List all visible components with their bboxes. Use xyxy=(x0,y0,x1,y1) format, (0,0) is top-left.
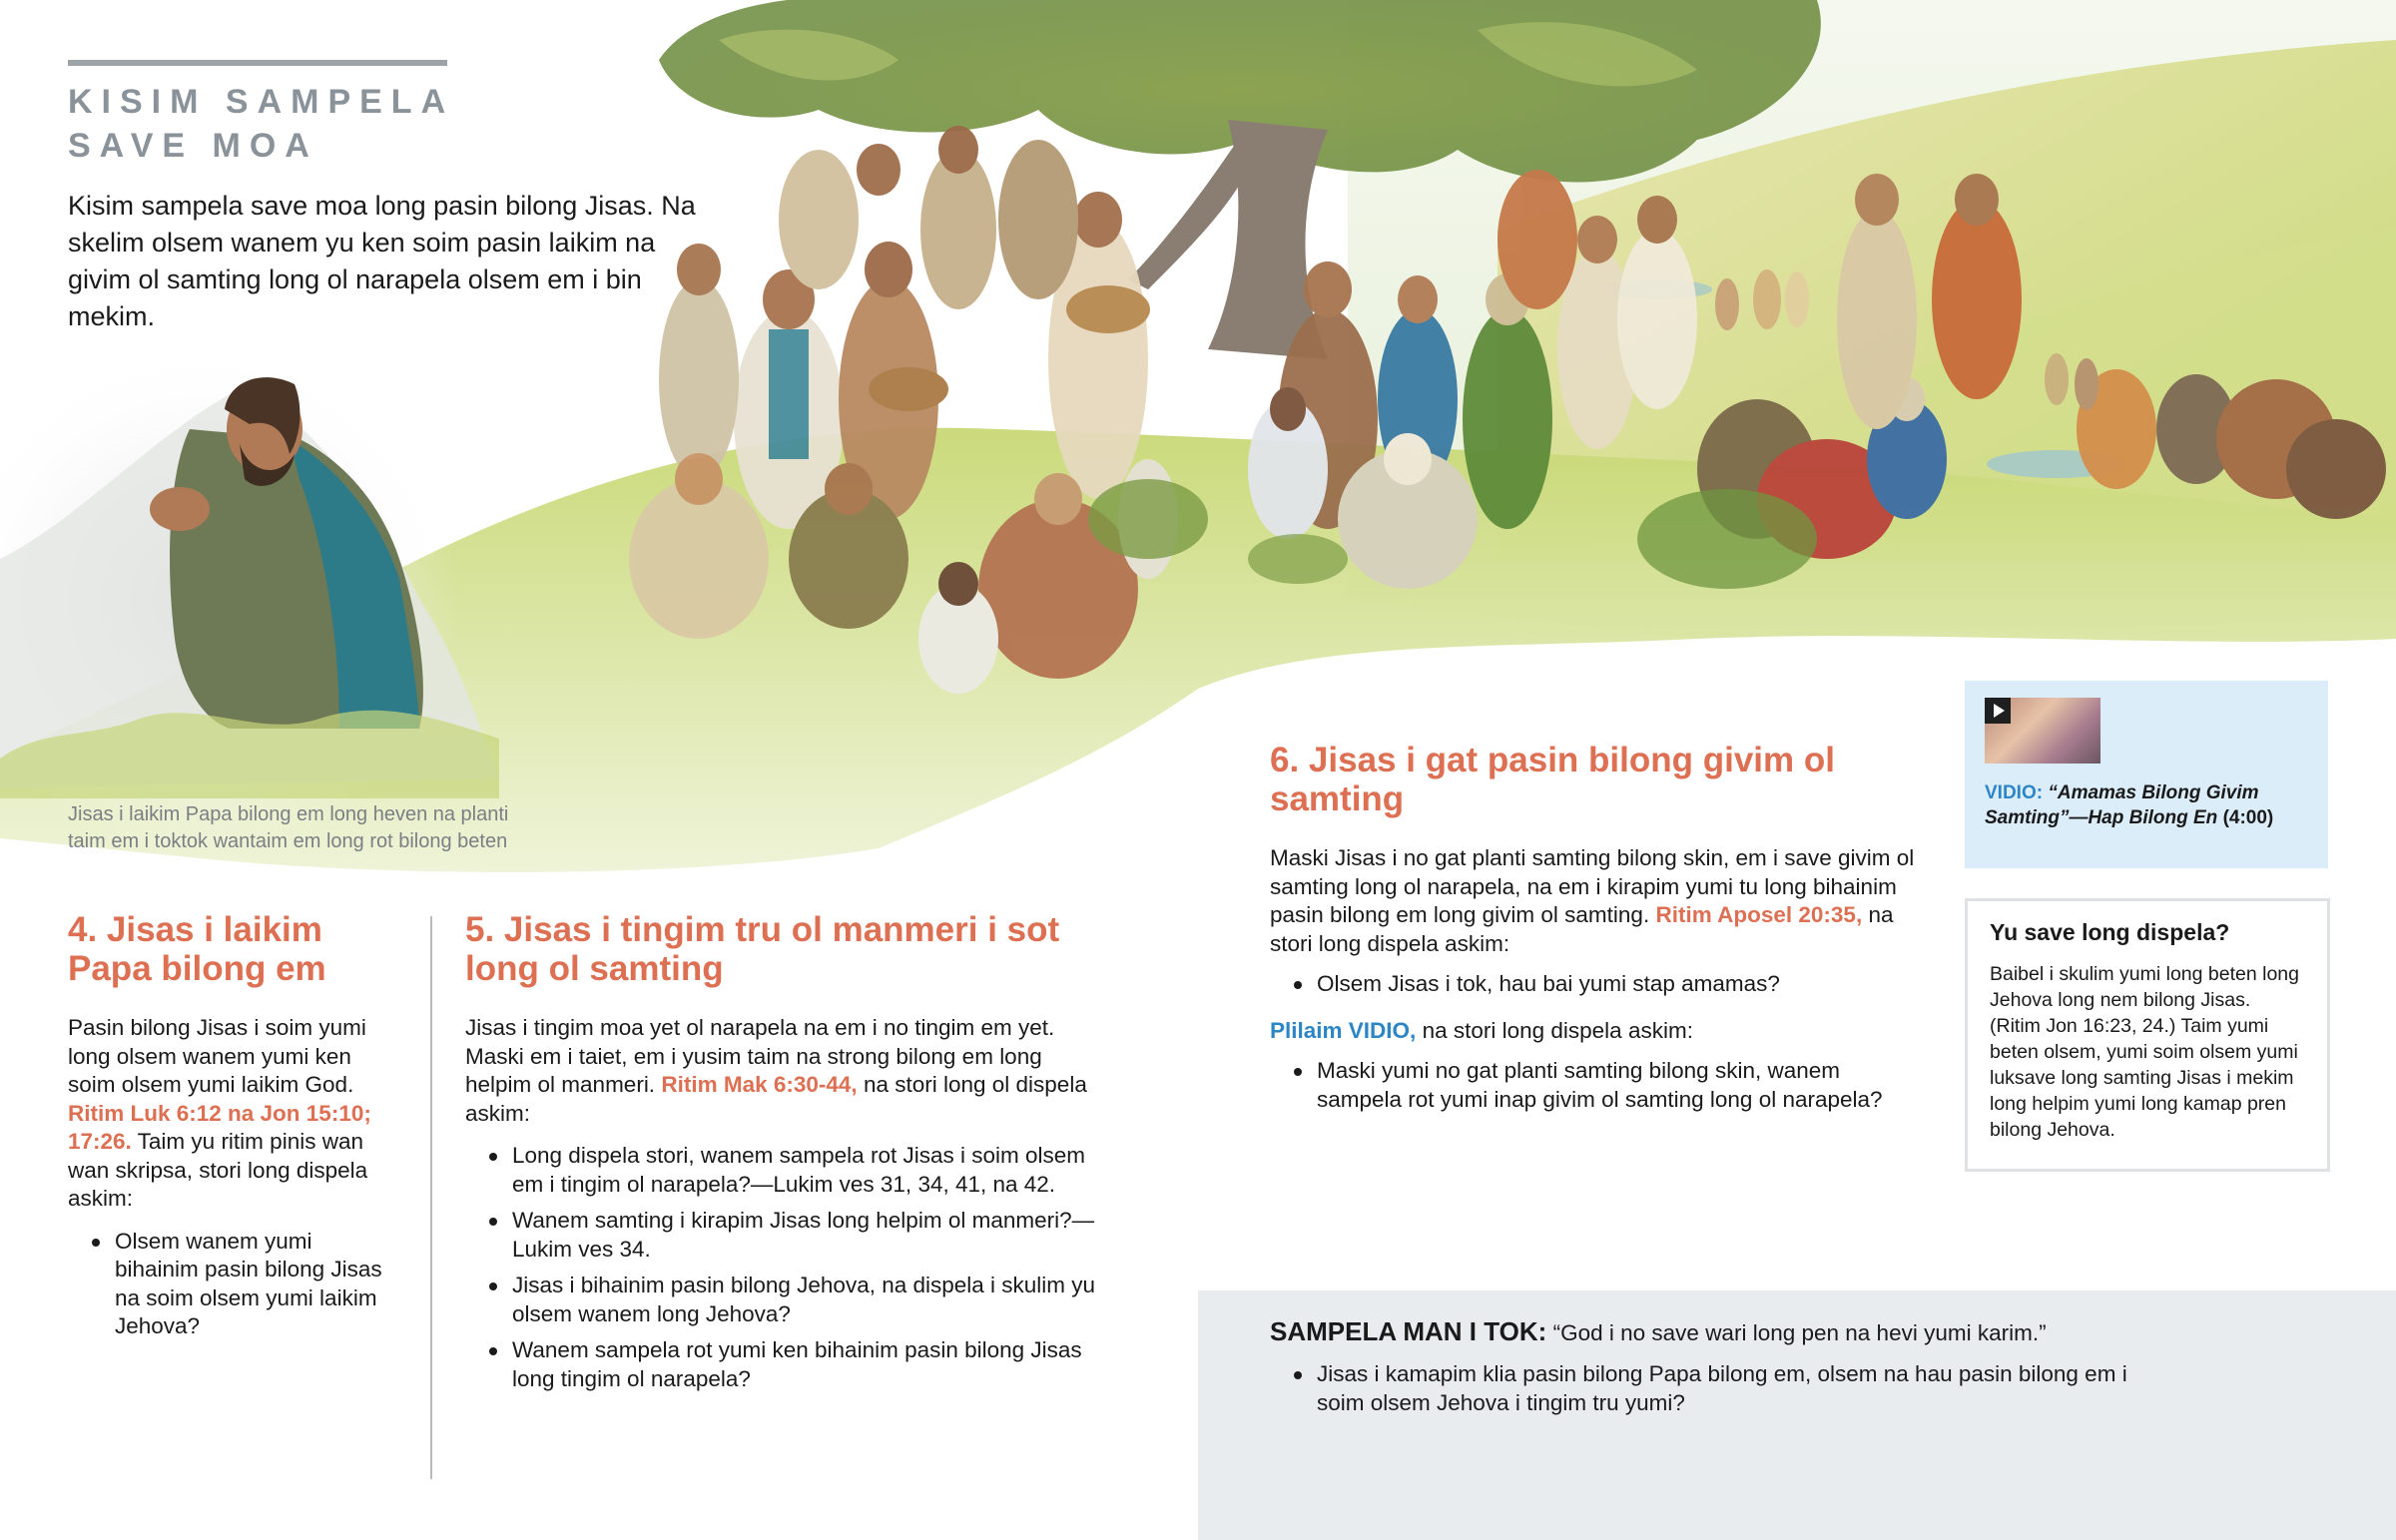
header-rule xyxy=(68,60,447,66)
section-title-line2: SAVE MOA xyxy=(68,127,318,165)
question-item: Wanem sampela rot yumi ken bihainim pasin bilong Jisas long tingim ol narapela? xyxy=(465,1336,1114,1393)
video-label: VIDIO: xyxy=(1985,782,2044,803)
section-4-text-after: Taim yu ritim pinis wan wan skripsa, stori long dispela askim: xyxy=(68,1129,368,1211)
did-you-know-title: Yu save long dispela? xyxy=(1990,919,2230,945)
section-5-text: Jisas i tingim moa yet ol narapela na em i no tingim em yet. Maski em i taiet, em i yusim taim na strong bilong em long helpim ol manmeri. xyxy=(465,1015,1055,1097)
some-say-quote: “God i no save wari long pen na hevi yumi karim.” xyxy=(1552,1320,2047,1345)
caption-line1: Jisas i laikim Papa bilong em long heven na planti xyxy=(68,803,509,825)
section-5-heading: 5. Jisas i tingim tru ol manmeri i sot long ol samting xyxy=(465,910,1060,988)
caption-line2: taim em i toktok wantaim em long rot bilong beten xyxy=(68,830,508,852)
section-4-scripture-link[interactable]: Ritim Luk 6:12 na Jon 15:10; 17:26. xyxy=(68,1100,371,1154)
section-title xyxy=(68,80,487,168)
section-5 xyxy=(465,910,1114,1401)
did-you-know-box xyxy=(1965,898,2330,1172)
section-6-video-prompt xyxy=(1270,1017,1929,1046)
section-4-questions xyxy=(68,1228,397,1341)
column-divider xyxy=(430,916,432,1479)
some-say-questions xyxy=(1270,1360,2168,1425)
video-prompt-text: na stori long dispela askim: xyxy=(1422,1017,1693,1043)
intro-paragraph: Kisim sampela save moa long pasin bilong Jisas. Na skelim olsem wanem yu ken soim pasin laikim na givim ol samting long ol narapela olsem em i bin mekim. xyxy=(68,191,696,331)
section-6-scripture-link[interactable]: Ritim Aposel 20:35, xyxy=(1655,902,1863,927)
question-item: Jisas i bihainim pasin bilong Jehova, na dispela i skulim yu olsem wanem long Jehova? xyxy=(465,1272,1114,1328)
some-say-panel xyxy=(1198,1290,2396,1540)
section-6-text-after: na stori long dispela askim: xyxy=(1270,902,1894,956)
play-video-link[interactable]: Plilaim VIDIO, xyxy=(1270,1017,1417,1043)
section-5-questions xyxy=(465,1142,1114,1393)
question-item: Jisas i kamapim klia pasin bilong Papa bilong em, olsem na hau pasin bilong em i soim olsem Jehova i tingim tru yumi? xyxy=(1270,1360,2168,1417)
section-6-heading: 6. Jisas i gat pasin bilong givim ol samting xyxy=(1270,741,1835,818)
play-icon[interactable] xyxy=(1985,698,2011,724)
section-5-paragraph xyxy=(465,1014,1114,1128)
section-5-scripture-link[interactable]: Ritim Mak 6:30-44, xyxy=(661,1072,858,1097)
section-5-text-after: na stori long ol dispela askim: xyxy=(465,1072,1087,1126)
video-box[interactable] xyxy=(1965,681,2328,868)
did-you-know-body: Baibel i skulim yumi long beten long Jehova long nem bilong Jisas. (Ritim Jon 16:23, 24.) Taim yumi beten olsem, yumi soim olsem yumi luksave long samting Jisas i mekim long helpim yumi long kamap pren bilong Jehova. xyxy=(1990,963,2300,1141)
section-4-heading: 4. Jisas i laikim Papa bilong em xyxy=(68,910,326,988)
some-say-label: SAMPELA MAN I TOK: xyxy=(1270,1316,1547,1346)
some-say-heading xyxy=(1270,1316,2348,1348)
section-6 xyxy=(1270,741,1929,1122)
section-6-questions-2 xyxy=(1270,1057,1929,1114)
section-4-text: Pasin bilong Jisas i soim yumi long olsem wanem yumi ken soim olsem yumi laikim God. xyxy=(68,1015,366,1097)
section-4-paragraph xyxy=(68,1014,397,1214)
section-title-line1: KISIM SAMPELA xyxy=(68,83,455,121)
question-item: Olsem Jisas i tok, hau bai yumi stap amamas? xyxy=(1270,970,1929,999)
question-item: Wanem samting i kirapim Jisas long helpim ol manmeri?—Lukim ves 34. xyxy=(465,1207,1114,1264)
question-item: Maski yumi no gat planti samting bilong skin, wanem sampela rot yumi inap givim ol samting long ol narapela? xyxy=(1270,1057,1929,1114)
section-6-questions-1 xyxy=(1270,970,1929,999)
section-4 xyxy=(68,910,397,1349)
question-item: Olsem wanem yumi bihainim pasin bilong Jisas na soim olsem yumi laikim Jehova? xyxy=(68,1228,397,1341)
video-duration: (4:00) xyxy=(2222,807,2274,828)
illustration-caption xyxy=(68,801,587,855)
video-title[interactable]: “Amamas Bilong Givim Samting”—Hap Bilong En xyxy=(1985,782,2259,828)
section-6-paragraph xyxy=(1270,844,1929,958)
section-6-text: Maski Jisas i no gat planti samting bilong skin, em i save givim ol samting long ol narapela, na em i kirapim yumi tu long bihainim pasin bilong em long givim ol samting. xyxy=(1270,845,1915,927)
video-caption[interactable] xyxy=(1985,780,2314,830)
question-item: Long dispela stori, wanem sampela rot Jisas i soim olsem em i tingim ol narapela?—Lukim ves 31, 34, 41, na 42. xyxy=(465,1142,1114,1199)
